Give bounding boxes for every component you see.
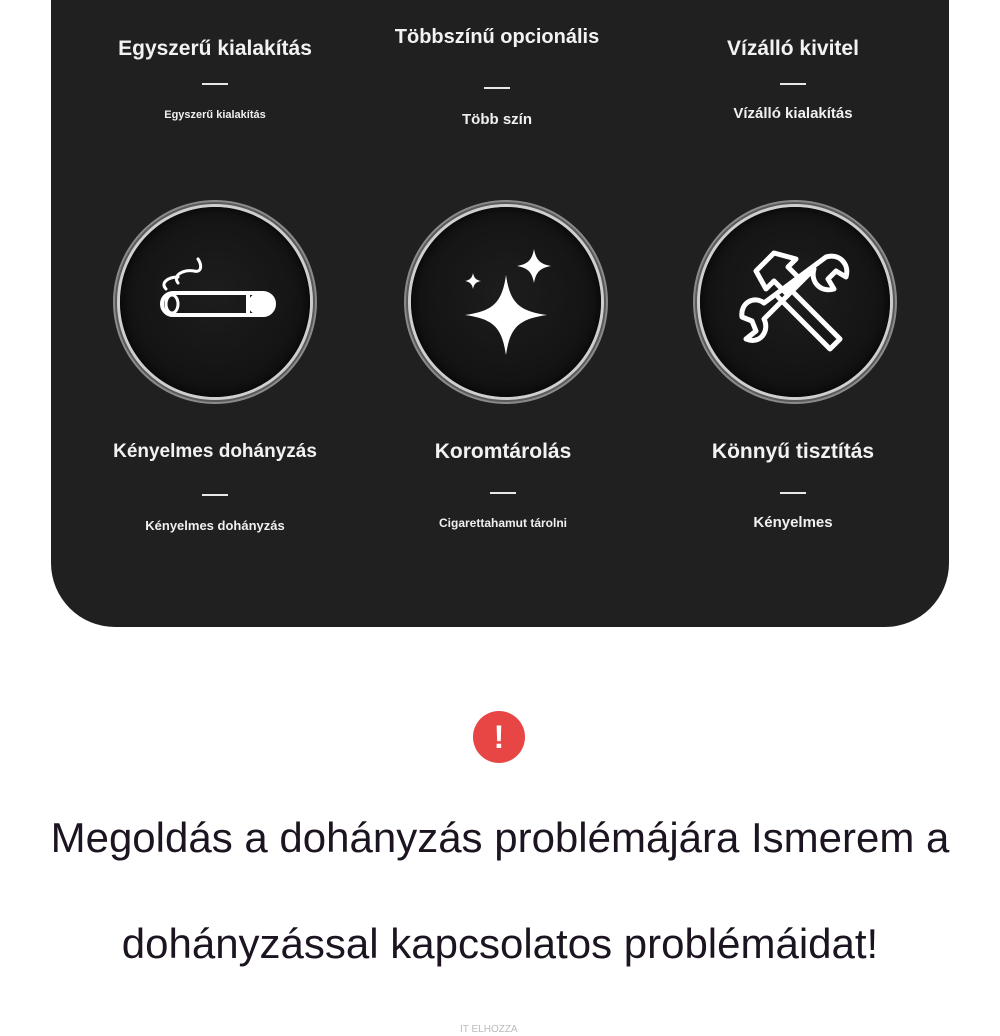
divider — [202, 494, 228, 496]
sparkle-icon-badge — [411, 207, 601, 397]
sparkle-icon — [411, 207, 601, 397]
feature-waterproof — [643, 37, 943, 122]
divider — [780, 492, 806, 494]
feature-subtitle: Kényelmes dohányzás — [145, 518, 285, 533]
feature-subtitle: Vízálló kialakítás — [733, 105, 853, 122]
feature-subtitle: Kényelmes — [753, 514, 833, 531]
feature-subtitle: Egyszerű kialakítás — [164, 109, 266, 121]
divider — [484, 87, 510, 89]
feature-title: Vízálló kivitel — [727, 37, 859, 60]
feature-soot-storage — [353, 440, 653, 530]
feature-easy-cleaning — [643, 440, 943, 531]
feature-subtitle: Több szín — [462, 111, 532, 128]
feature-comfortable-smoking — [65, 440, 365, 533]
headline-line-2: dohányzással kapcsolatos problémáidat! — [121, 920, 879, 967]
feature-title: Kényelmes dohányzás — [113, 441, 317, 462]
divider — [202, 83, 228, 85]
feature-title: Koromtárolás — [434, 440, 572, 463]
feature-title: Egyszerű kialakítás — [118, 37, 312, 60]
headline-line-1: Megoldás a dohányzás problémájára Ismerem a — [50, 814, 950, 861]
watermark: IT ELHOZZA — [460, 1024, 518, 1035]
feature-subtitle: Cigarettahamut tárolni — [438, 516, 567, 530]
feature-title: Többszínű opcionális — [394, 26, 600, 48]
divider — [780, 83, 806, 85]
divider — [490, 492, 516, 494]
tools-icon — [700, 207, 890, 397]
cigarette-icon-badge — [120, 207, 310, 397]
exclamation-icon: ! — [473, 711, 525, 763]
feature-simple-design — [65, 37, 365, 121]
feature-multicolor — [347, 25, 647, 128]
tools-icon-badge — [700, 207, 890, 397]
cigarette-icon — [120, 207, 310, 397]
feature-title: Könnyű tisztítás — [711, 440, 875, 463]
